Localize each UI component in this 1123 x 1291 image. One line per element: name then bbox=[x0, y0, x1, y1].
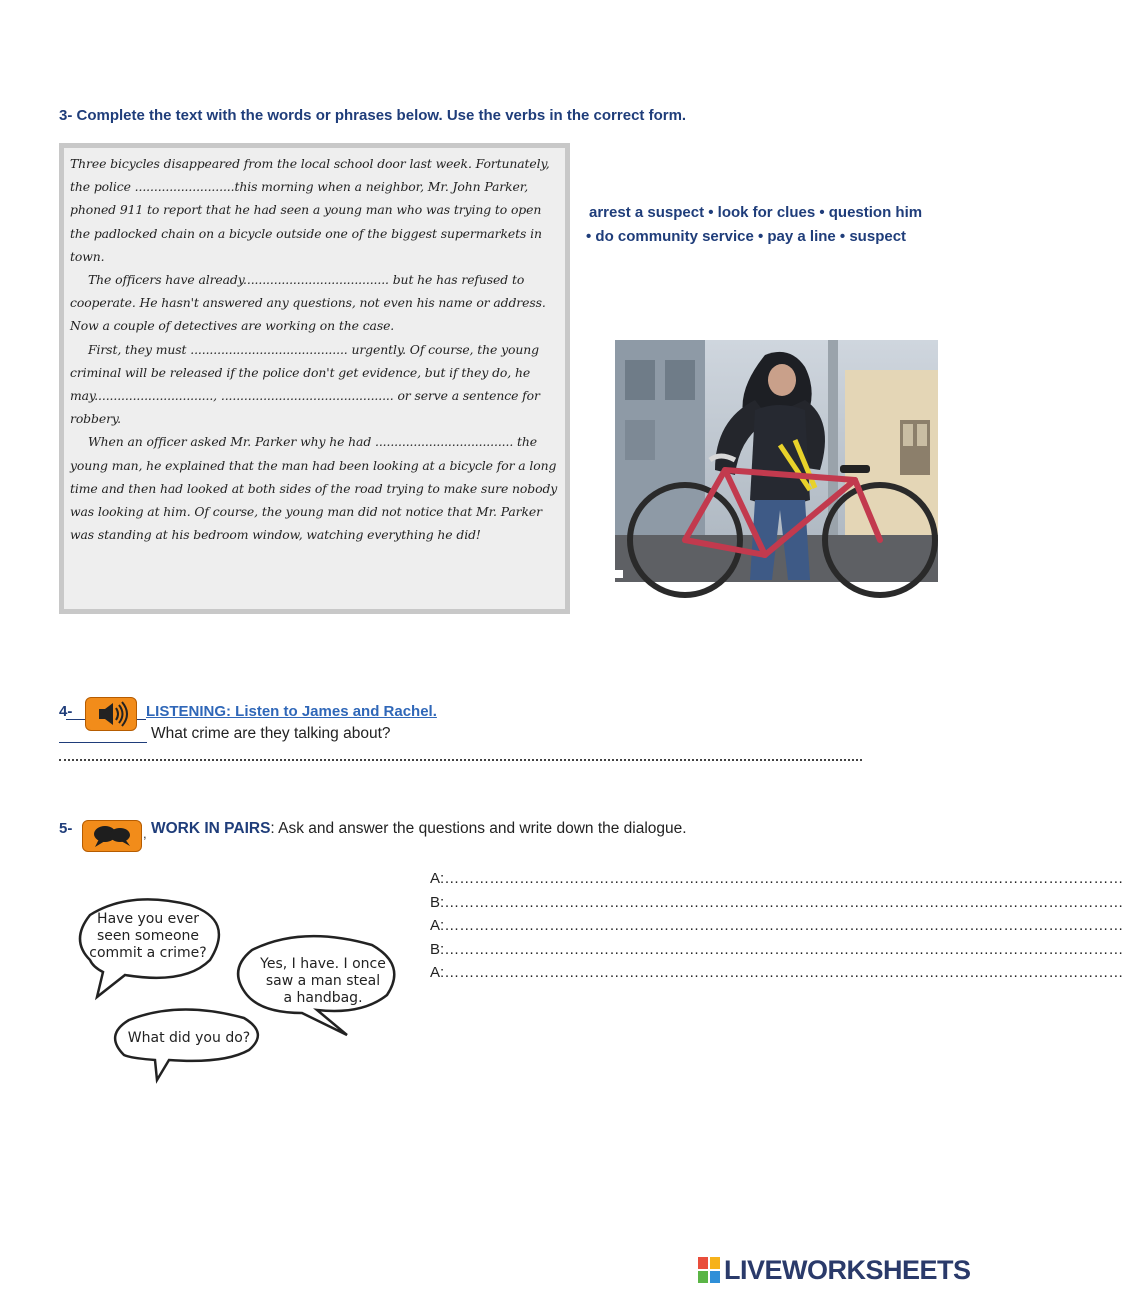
speech-bubbles-illustration bbox=[62, 880, 417, 1100]
listening-question: What crime are they talking about? bbox=[151, 725, 391, 742]
bubble-1-line-1: Have you ever bbox=[97, 911, 199, 927]
word-bank bbox=[586, 201, 956, 249]
paragraph-4: When an officer asked Mr. Parker why he had .................................... the young man, he explained that the man had been looking at a bicycle for a long time and then had looked at both sides of the road trying to make sure nobody was looking at him. Of course, the young man did not notice that Mr. Parker was standing at his bedroom window, watching everything he did! bbox=[70, 434, 558, 543]
dialogue-line[interactable]: A: ……………………………………………………………………………………………….……………………… bbox=[430, 964, 1123, 981]
listening-answer-line[interactable] bbox=[59, 759, 862, 761]
bubble-2-line-2: saw a man steal bbox=[265, 973, 381, 989]
speech-bubbles-icon bbox=[82, 820, 142, 852]
paragraph-1: Three bicycles disappeared from the local school door last week. Fortunately, the police ..........................this morning when a neighbor, Mr. John Parker, phoned 911 to report that he had seen a young man who was trying to open the padlocked chain on a bicycle outside one of the biggest supermarkets in town. bbox=[70, 156, 550, 264]
listening-title: LISTENING: Listen to James and Rachel. bbox=[146, 703, 437, 720]
dialogue-line[interactable]: A: ……………………………………………………………………………………………….……………………… bbox=[430, 870, 1123, 887]
bubble-1-line-3: commit a crime? bbox=[89, 945, 207, 961]
word-bank-line-1: arrest a suspect • look for clues • question him bbox=[589, 204, 923, 221]
gap-fill-text-box bbox=[59, 143, 570, 614]
bubble-2-line-3: a handbag. bbox=[283, 990, 363, 1006]
liveworksheets-logo-icon bbox=[698, 1257, 720, 1283]
dialogue-line[interactable]: A: ……………………………………………………………………………………………….……………………… bbox=[430, 917, 1123, 934]
bicycle-thief-photo bbox=[615, 340, 938, 582]
word-bank-line-2: • do community service • pay a line • suspect bbox=[586, 228, 907, 245]
paragraph-2: The officers have already...................................... but he has refused to cooperate. He hasn't answered any questions, not even his name or address. Now a couple of detectives are working on the case. bbox=[70, 272, 546, 334]
section5-number: 5- bbox=[59, 820, 73, 837]
dialogue-lines bbox=[430, 867, 1123, 985]
paragraph-3: First, they must ......................................... urgently. Of course, the young criminal will be released if the police don't get evidence, but if they do, he may..............................., ............................................. or serve a sentence for robbery. bbox=[70, 341, 540, 427]
work-in-pairs-title: WORK IN PAIRS: Ask and answer the questions and write down the dialogue. bbox=[151, 820, 687, 837]
bubble-2-line-1: Yes, I have. I once bbox=[260, 956, 386, 972]
gap-fill-text bbox=[70, 152, 559, 546]
dialogue-line[interactable]: B: ……………………………………………………………………………………………….……………………… bbox=[430, 940, 1123, 958]
section5-comma: , bbox=[143, 826, 147, 841]
liveworksheets-logo-text: LIVEWORKSHEETS bbox=[724, 1254, 971, 1285]
bubble-3-line-1: What did you do? bbox=[127, 1030, 251, 1046]
speaker-icon[interactable] bbox=[85, 697, 137, 731]
bubble-1-line-2: seen someone bbox=[96, 928, 200, 944]
liveworksheets-logo[interactable] bbox=[698, 1255, 971, 1285]
section4-number: 4- bbox=[59, 703, 73, 720]
section3-title: 3- Complete the text with the words or phrases below. Use the verbs in the correct form. bbox=[59, 107, 687, 124]
answer-blank-rule bbox=[59, 742, 147, 743]
dialogue-line[interactable]: B: ……………………………………………………………………………………………….……………………… bbox=[430, 893, 1123, 911]
